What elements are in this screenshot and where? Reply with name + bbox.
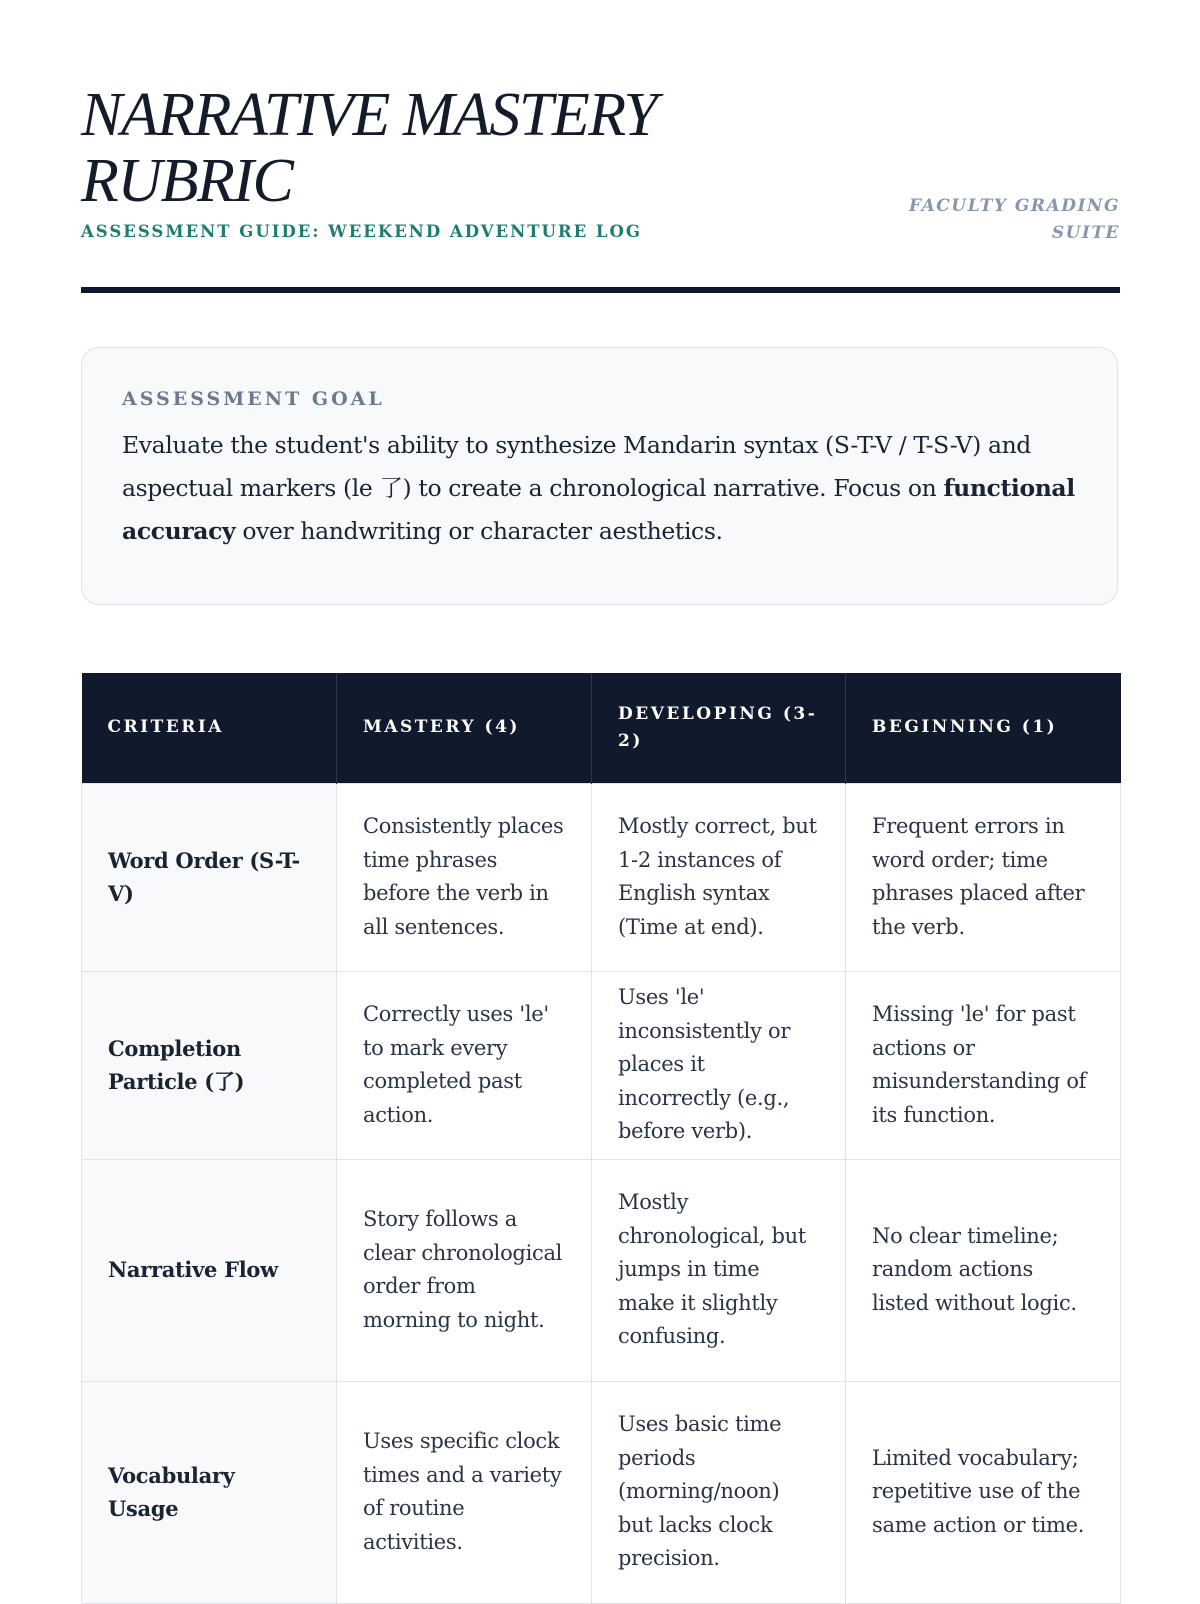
mastery-cell: Uses specific clock times and a variety of routine activities. — [337, 1381, 592, 1603]
mastery-cell: Consistently places time phrases before the verb in all sentences. — [337, 783, 592, 971]
table-row — [82, 783, 1121, 971]
developing-cell: Uses 'le' inconsistently or places it incorrectly (e.g., before verb). — [592, 971, 846, 1159]
goal-text-part1: Evaluate the student's ability to synthesize Mandarin syntax (S-T-V / T-S-V) and aspectual markers (le 了) to create a chronological narrative. Focus on — [122, 431, 1031, 502]
goal-text-part2: over handwriting or character aesthetics. — [235, 517, 723, 545]
header-beginning: BEGINNING (1) — [846, 673, 1121, 783]
header-divider — [81, 287, 1120, 293]
developing-cell: Uses basic time periods (morning/noon) but lacks clock precision. — [592, 1381, 846, 1603]
header-mastery: MASTERY (4) — [337, 673, 592, 783]
beginning-cell: Limited vocabulary; repetitive use of the same action or time. — [846, 1381, 1121, 1603]
beginning-cell: Missing 'le' for past actions or misunderstanding of its function. — [846, 971, 1121, 1159]
beginning-cell: No clear timeline; random actions listed without logic. — [846, 1159, 1121, 1381]
mastery-cell: Correctly uses 'le' to mark every completed past action. — [337, 971, 592, 1159]
criteria-cell: Completion Particle (了) — [82, 971, 337, 1159]
table-header-row — [82, 673, 1121, 783]
mastery-cell: Story follows a clear chronological order from morning to night. — [337, 1159, 592, 1381]
table-row — [82, 1381, 1121, 1603]
criteria-cell: Vocabulary Usage — [82, 1381, 337, 1603]
page-header — [81, 0, 1120, 292]
assessment-goal-text — [122, 424, 1077, 553]
assessment-goal-box — [81, 347, 1118, 605]
suite-label: FACULTY GRADING SUITE — [909, 196, 1120, 243]
table-row — [82, 971, 1121, 1159]
table-row — [82, 1159, 1121, 1381]
page-title: NARRATIVE MASTERY RUBRIC — [81, 81, 657, 215]
beginning-cell: Frequent errors in word order; time phrases placed after the verb. — [846, 783, 1121, 971]
rubric-page — [81, 0, 1120, 1571]
criteria-cell: Word Order (S-T-V) — [82, 783, 337, 971]
assessment-goal-label: ASSESSMENT GOAL — [122, 388, 385, 410]
page-subtitle: ASSESSMENT GUIDE: WEEKEND ADVENTURE LOG — [81, 222, 642, 241]
developing-cell: Mostly correct, but 1-2 instances of English syntax (Time at end). — [592, 783, 846, 971]
criteria-cell: Narrative Flow — [82, 1159, 337, 1381]
goal-text-emphasis: functional accuracy — [122, 474, 1075, 545]
header-criteria: CRITERIA — [82, 673, 337, 783]
header-developing: DEVELOPING (3-2) — [592, 673, 846, 783]
rubric-table — [81, 673, 1121, 1604]
developing-cell: Mostly chronological, but jumps in time make it slightly confusing. — [592, 1159, 846, 1381]
